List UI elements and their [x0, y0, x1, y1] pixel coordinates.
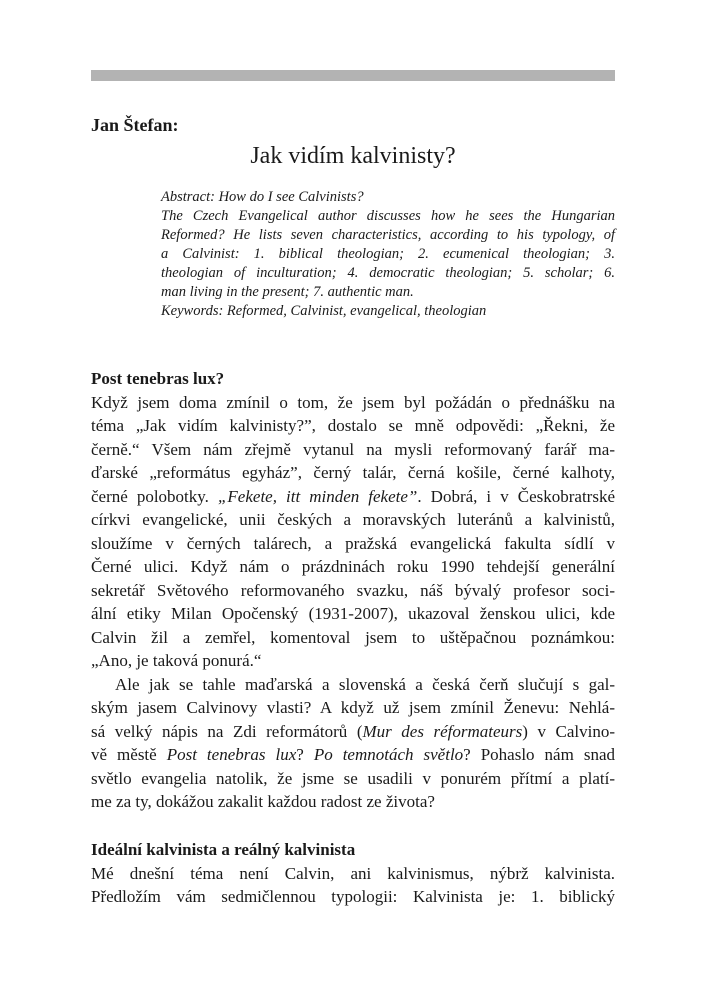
paragraph-line: Ale jak se tahle maďarská a slovenská a česká čerň slučují s gal-: [115, 674, 615, 694]
section-heading: Ideální kalvinista a reálný kalvinista: [91, 840, 356, 859]
paragraph-line: téma „Jak vidím kalvinisty?”, dostalo se mně odpovědi: „Řekni, že: [91, 416, 615, 435]
paragraph-line: Mé dnešní téma není Calvin, ani kalvinismus, nýbrž kalvinista.: [91, 863, 615, 883]
latin-motto: Post tenebras lux: [166, 745, 297, 764]
paragraph-line: sekretář Světového reformovaného svazku, náš bývalý profesor soci-: [91, 580, 615, 600]
paragraph-line: černé polobotky. „Fekete, itt minden fekete”. Dobrá, i v Českobratrské: [91, 486, 615, 506]
paragraph-line: Calvin žil a zemřel, komentoval jsem to uštěpačnou poznámkou:: [91, 627, 615, 647]
paragraph-line: me za ty, dokážou zakalit každou radost ze života?: [91, 792, 435, 811]
paragraph-line: černě.“ Všem nám zřejmě vytanul na mysli reformovaný farář ma-: [91, 439, 615, 459]
paragraph-line: Když jsem doma zmínil o tom, že jsem byl požádán o přednášku na: [91, 392, 615, 412]
hungarian-quote: „Fekete, itt minden fekete”: [217, 486, 418, 506]
paragraph-line: církvi evangelické, unii českých a moravských luteránů a kalvinistů,: [91, 510, 615, 529]
czech-motto: Po temnotách světlo: [313, 745, 464, 764]
paragraph-line: vě městě Post tenebras lux? Po temnotách světlo? Pohaslo nám snad: [91, 745, 615, 764]
author-name: Jan Štefan:: [91, 115, 179, 135]
paragraph-line: „Ano, je taková ponurá.“: [91, 651, 262, 670]
paragraph-line: Předložím vám sedmičlennou typologii: Kalvinista je: 1. biblický: [91, 887, 615, 906]
abstract-line: theologian of inculturation; 4. democratic theologian; 5. scholar; 6.: [161, 265, 615, 281]
paragraph-line: světlo evangelia natolik, že jsme se usadili v ponurém přítmí a platí-: [91, 768, 615, 788]
paragraph-line: sá velký nápis na Zdi reformátorů (Mur des réformateurs) v Calvino-: [91, 721, 615, 741]
header-rule: [91, 70, 615, 81]
abstract: [161, 188, 615, 321]
french-phrase: Mur des réformateurs: [362, 721, 523, 741]
abstract-keywords: Keywords: Reformed, Calvinist, evangelical, theologian: [161, 303, 487, 319]
article-title: Jak vidím kalvinisty?: [250, 143, 456, 169]
paragraph-line: ální etiky Milan Opočenský (1931-2007), ukazoval ženskou ulici, kde: [91, 604, 615, 623]
abstract-line: Reformed? He lists seven characteristics, according to his typology, of: [161, 227, 615, 243]
paragraph-line: sloužíme v černých talárech, a pražská evangelická fakulta sídlí v: [91, 533, 615, 553]
section-idealni-kalvinista: [91, 838, 615, 909]
paragraph-line: Černé ulici. Když nám o prázdninách roku 1990 tehdejší generální: [91, 557, 615, 576]
section-heading: Post tenebras lux?: [91, 369, 225, 388]
abstract-line: The Czech Evangelical author discusses how he sees the Hungarian: [161, 208, 615, 224]
paragraph-line: ďarské „református egyház”, černý talár, černá košile, černé kalhoty,: [91, 463, 615, 482]
abstract-line: a Calvinist: 1. biblical theologian; 2. ecumenical theologian; 3.: [161, 246, 615, 262]
paragraph-line: ským jasem Calvinovy vlasti? A když už jsem zmínil Ženevu: Nehlá-: [91, 698, 615, 717]
abstract-line: Abstract: How do I see Calvinists?: [161, 189, 364, 205]
abstract-line: man living in the present; 7. authentic man.: [161, 284, 414, 300]
section-post-tenebras: [91, 367, 615, 814]
